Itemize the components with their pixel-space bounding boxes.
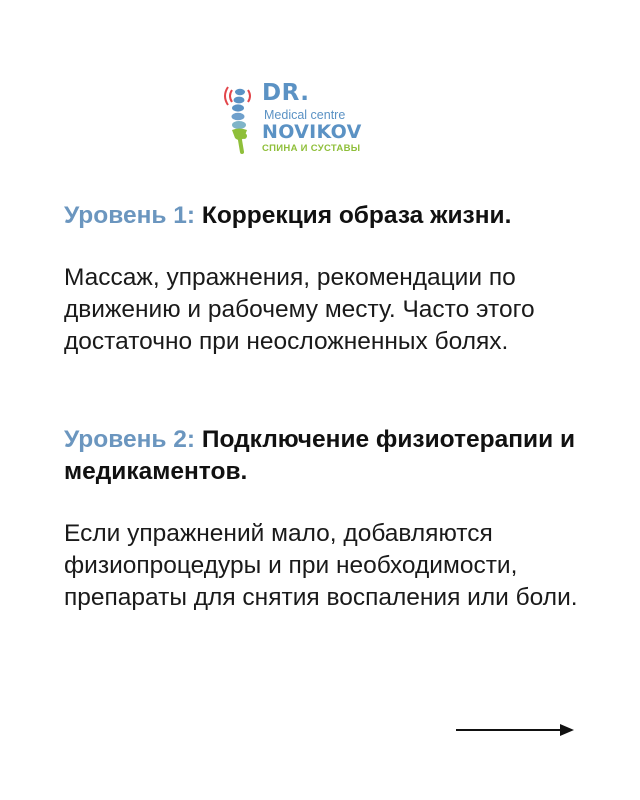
level-2-description: Если упражнений мало, добавляются физиопроцедуры и при необходимости, препараты для снятия воспаления или боли. [64,520,578,611]
level-1-heading [64,200,584,232]
spine-logo-icon [222,80,264,154]
level-2-title: Подключение физиотерапии и медикаментов. [64,426,576,485]
level-2-heading [64,424,584,488]
logo-dr-text: DR. [262,80,310,106]
logo-tagline: СПИНА И СУСТАВЫ [262,143,361,154]
brand-logo [222,80,382,160]
level-1-title: Коррекция образа жизни. [201,202,512,229]
logo-name: NOVIKOV [262,121,362,143]
logo-subtitle: Medical centre [264,108,346,122]
arrow-right-icon[interactable] [456,720,576,740]
level-1-description: Массаж, упражнения, рекомендации по движению и рабочему месту. Часто этого достаточно при неосложненных болях. [64,264,535,355]
level-2-label: Уровень 2: [64,426,196,453]
level-1-label: Уровень 1: [64,202,196,229]
